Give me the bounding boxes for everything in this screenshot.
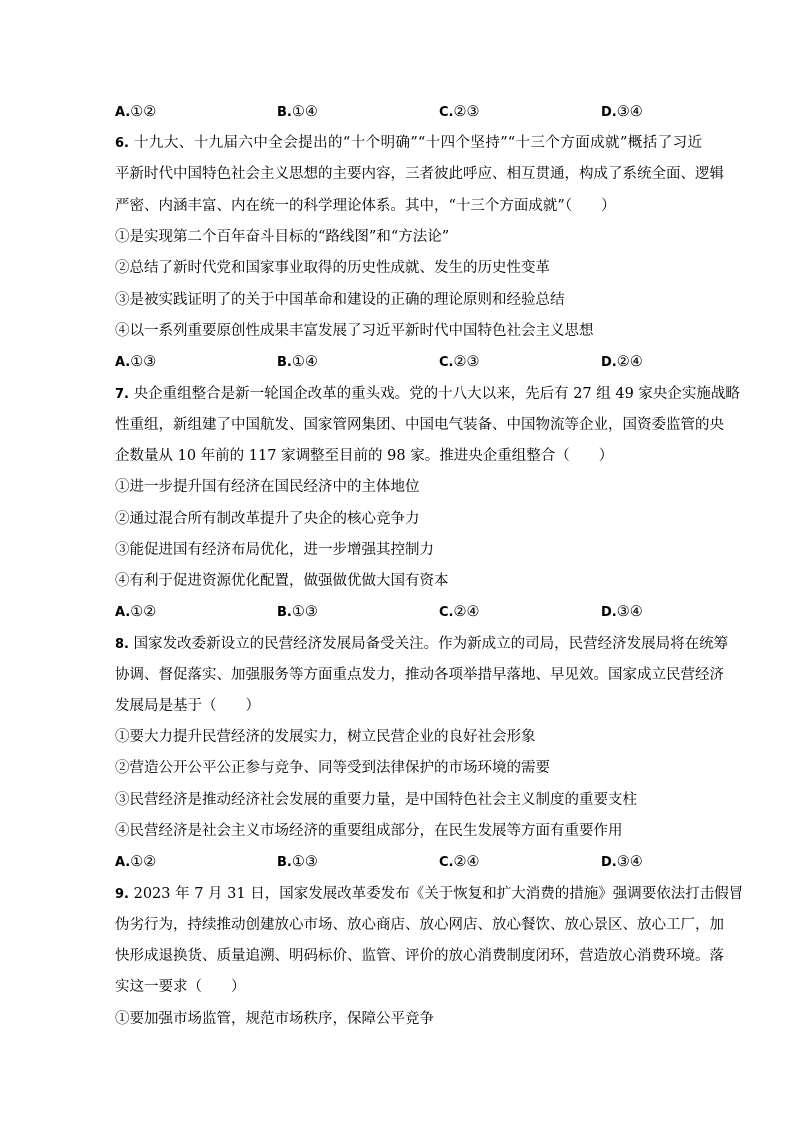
q9-number: 9. — [115, 887, 129, 902]
q9-statement-1: ①要加强市场监管，规范市场秩序，保障公平竞争 — [115, 1011, 434, 1027]
q8-stem-line-3: 发展局是基于（ ） — [115, 698, 260, 714]
q9-stem-line-4: 实这一要求（ ） — [115, 979, 246, 995]
q7-option-a[interactable]: A.①② — [115, 604, 157, 620]
q8-option-a[interactable]: A.①② — [115, 854, 157, 870]
q9-stem-line-2: 伪劣行为，持续推动创建放心市场、放心商店、放心网店、放心餐饮、放心景区、放心工厂，加 — [115, 917, 724, 933]
q6-stem-line-2: 平新时代中国特色社会主义思想的主要内容，三者彼此呼应、相互贯通，构成了系统全面、逻辑 — [115, 166, 724, 182]
q6-option-d[interactable]: D.②④ — [601, 354, 643, 370]
q8-option-d[interactable]: D.③④ — [601, 854, 643, 870]
q7-option-d[interactable]: D.③④ — [601, 604, 643, 620]
q7-stem-line-3: 企数量从 10 年前的 117 家调整至目前的 98 家。推进央企重组整合（ ） — [115, 448, 614, 464]
q7-statement-4: ④有利于促进资源优化配置，做强做优做大国有资本 — [115, 573, 449, 589]
q6-option-c[interactable]: C.②③ — [439, 354, 480, 370]
q7-stem-line-2: 性重组，新组建了中国航发、国家管网集团、中国电气装备、中国物流等企业，国资委监管的央 — [115, 417, 724, 433]
q6-stem-line-1: 6. 十九大、十九届六中全会提出的“十个明确”“十四个坚持”“十三个方面成就”概括了习近 — [115, 135, 702, 151]
q7-option-b[interactable]: B.①③ — [277, 604, 318, 620]
q7-statement-3: ③能促进国有经济布局优化，进一步增强其控制力 — [115, 542, 434, 558]
q8-stem-line-2: 协调、督促落实、加强服务等方面重点发力，推动各项举措早落地、早见效。国家成立民营经济 — [115, 667, 724, 683]
q8-statement-3: ③民营经济是推动经济社会发展的重要力量，是中国特色社会主义制度的重要支柱 — [115, 792, 637, 808]
q9-stem-line-1: 9. 2023 年 7 月 31 日，国家发展改革委发布《关于恢复和扩大消费的措施》强调要依法打击假冒 — [115, 886, 744, 902]
q6-statement-4: ④以一系列重要原创性成果丰富发展了习近平新时代中国特色社会主义思想 — [115, 323, 594, 339]
q7-stem-line-1: 7. 央企重组整合是新一轮国企改革的重头戏。党的十八大以来，先后有 27 组 49 家央企实施战略 — [115, 386, 740, 402]
q5-option-c[interactable]: C.②③ — [439, 104, 480, 120]
q9-stem-line-3: 快形成退换货、质量追溯、明码标价、监管、评价的放心消费制度闭环，营造放心消费环境。落 — [115, 948, 724, 964]
q8-option-c[interactable]: C.②④ — [439, 854, 480, 870]
q8-statement-1: ①要大力提升民营经济的发展实力，树立民营企业的良好社会形象 — [115, 729, 536, 745]
q7-statement-2: ②通过混合所有制改革提升了央企的核心竞争力 — [115, 511, 420, 527]
q5-option-d[interactable]: D.③④ — [601, 104, 643, 120]
q8-stem-line-1: 8. 国家发改委新设立的民营经济发展局备受关注。作为新成立的司局，民营经济发展局将在统筹 — [115, 636, 729, 652]
q7-option-c[interactable]: C.②④ — [439, 604, 480, 620]
q5-option-b[interactable]: B.①④ — [277, 104, 318, 120]
q6-number: 6. — [115, 136, 129, 151]
q6-option-a[interactable]: A.①③ — [115, 354, 157, 370]
q5-option-a[interactable]: A.①② — [115, 104, 157, 120]
q8-option-b[interactable]: B.①③ — [277, 854, 318, 870]
q7-number: 7. — [115, 387, 129, 402]
q6-statement-1: ①是实现第二个百年奋斗目标的“路线图”和“方法论” — [115, 229, 450, 245]
q6-option-b[interactable]: B.①④ — [277, 354, 318, 370]
q6-statement-3: ③是被实践证明了的关于中国革命和建设的正确的理论原则和经验总结 — [115, 292, 565, 308]
q6-stem-line-3: 严密、内涵丰富、内在统一的科学理论体系。其中，“十三个方面成就”（ ） — [115, 198, 616, 214]
q6-statement-2: ②总结了新时代党和国家事业取得的历史性成就、发生的历史性变革 — [115, 260, 550, 276]
q8-number: 8. — [115, 637, 129, 652]
q7-statement-1: ①进一步提升国有经济在国民经济中的主体地位 — [115, 479, 420, 495]
q8-statement-2: ②营造公开公平公正参与竞争、同等受到法律保护的市场环境的需要 — [115, 760, 550, 776]
q8-statement-4: ④民营经济是社会主义市场经济的重要组成部分，在民生发展等方面有重要作用 — [115, 823, 623, 839]
